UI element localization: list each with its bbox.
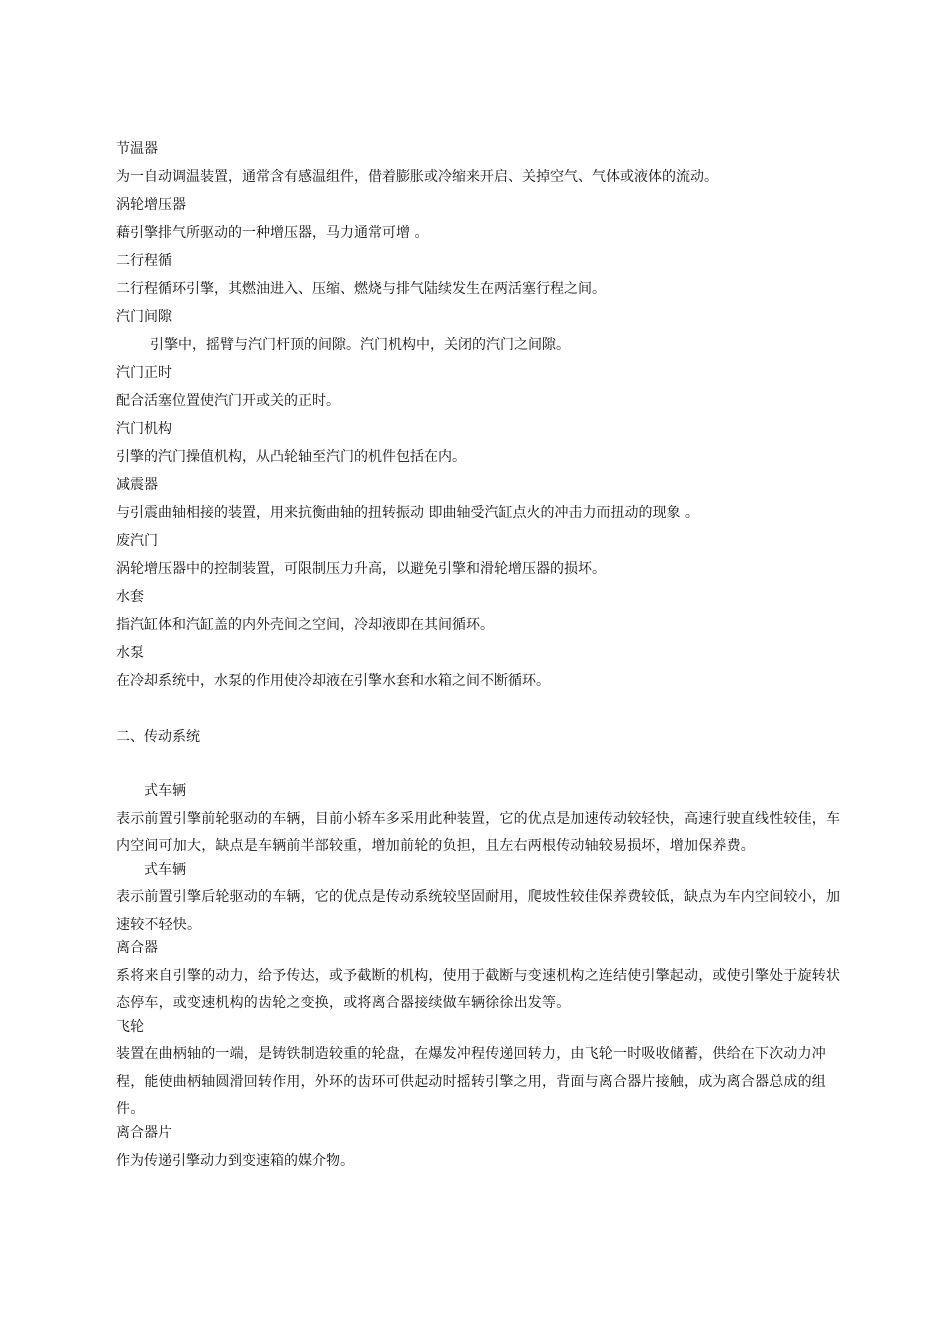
term-description: 藉引擎排气所驱动的一种增压器，马力通常可增 。	[116, 225, 429, 241]
term-description: 引擎中，摇臂与汽门杆顶的间隙。汽门机构中，关闭的汽门之间隙。	[150, 337, 570, 353]
term-description: 为一自动调温装置，通常含有感温组件，借着膨胀或冷缩来开启、关掉空气、气体或液体的流动。	[116, 169, 718, 185]
term-heading: 离合器片	[116, 1124, 172, 1141]
term-description: 引擎的汽门操值机构，从凸轮轴至汽门的机件包括在内。	[116, 449, 466, 465]
term-heading: 式车辆	[144, 783, 186, 799]
term-heading: 减震器	[116, 477, 158, 493]
term-heading: 汽门正时	[116, 365, 172, 381]
term-heading: 水套	[116, 589, 144, 605]
term-heading: 节温器	[116, 141, 158, 157]
term-heading: 汽门机构	[116, 421, 172, 437]
term-heading: 飞轮	[116, 1018, 144, 1035]
term-heading: 水泵	[116, 645, 144, 661]
term-description: 装置在曲柄轴的一端，是铸铁制造较重的轮盘，在爆发冲程传递回转力，由飞轮一时吸收储蓄，供给在下次动力冲程，能使曲柄轴圆滑回转作用，外环的齿环可供起动时摇转引擎之用，背面与离合器片接触，成为离合器总成的组件。	[116, 1046, 826, 1117]
term-description: 表示前置引擎前轮驱动的车辆，目前小轿车多采用此种装置，它的优点是加速传动较轻快，高速行驶直线性较佳，车内空间可加大，缺点是车辆前半部较重，增加前轮的负担，且左右两根传动轴较易损坏，增加保养费。	[116, 810, 841, 854]
section-title: 二、传动系统	[116, 729, 200, 745]
term-heading: 式车辆	[144, 861, 186, 878]
document-page	[116, 140, 846, 1180]
term-description: 在冷却系统中，水泵的作用使冷却液在引擎水套和水箱之间不断循环。	[116, 673, 550, 689]
term-description: 作为传递引擎动力到变速箱的媒介物。	[116, 1152, 354, 1169]
term-heading: 废汽门	[116, 533, 158, 549]
term-description: 指汽缸体和汽缸盖的内外壳间之空间，冷却液即在其间循环。	[116, 617, 494, 633]
term-description: 涡轮增压器中的控制装置，可限制压力升高，以避免引擎和滑轮增压器的损坏。	[116, 561, 606, 577]
term-description: 与引震曲轴相接的装置，用来抗衡曲轴的扭转振动 即曲轴受汽缸点火的冲击力而扭动的现象 。	[116, 505, 699, 521]
term-description: 二行程循环引擎，其燃油进入、压缩、燃烧与排气陆续发生在两活塞行程之间。	[116, 281, 606, 297]
term-description: 表示前置引擎后轮驱动的车辆，它的优点是传动系统较坚固耐用，爬坡性较佳保养费较低，缺点为车内空间较小，加速较不轻快。	[116, 889, 841, 933]
term-description: 配合活塞位置使汽门开或关的正时。	[116, 393, 340, 409]
term-heading: 离合器	[116, 940, 158, 956]
term-description: 系将来自引擎的动力，给予传达，或予截断的机构，使用于截断与变速机构之连结使引擎起动，或使引擎处于旋转状态停车，或变速机构的齿轮之变换，或将离合器接续做车辆徐徐出发等。	[116, 967, 841, 1011]
term-heading: 涡轮增压器	[116, 197, 186, 213]
term-heading: 汽门间隙	[116, 309, 172, 325]
term-heading: 二行程循	[116, 253, 172, 269]
